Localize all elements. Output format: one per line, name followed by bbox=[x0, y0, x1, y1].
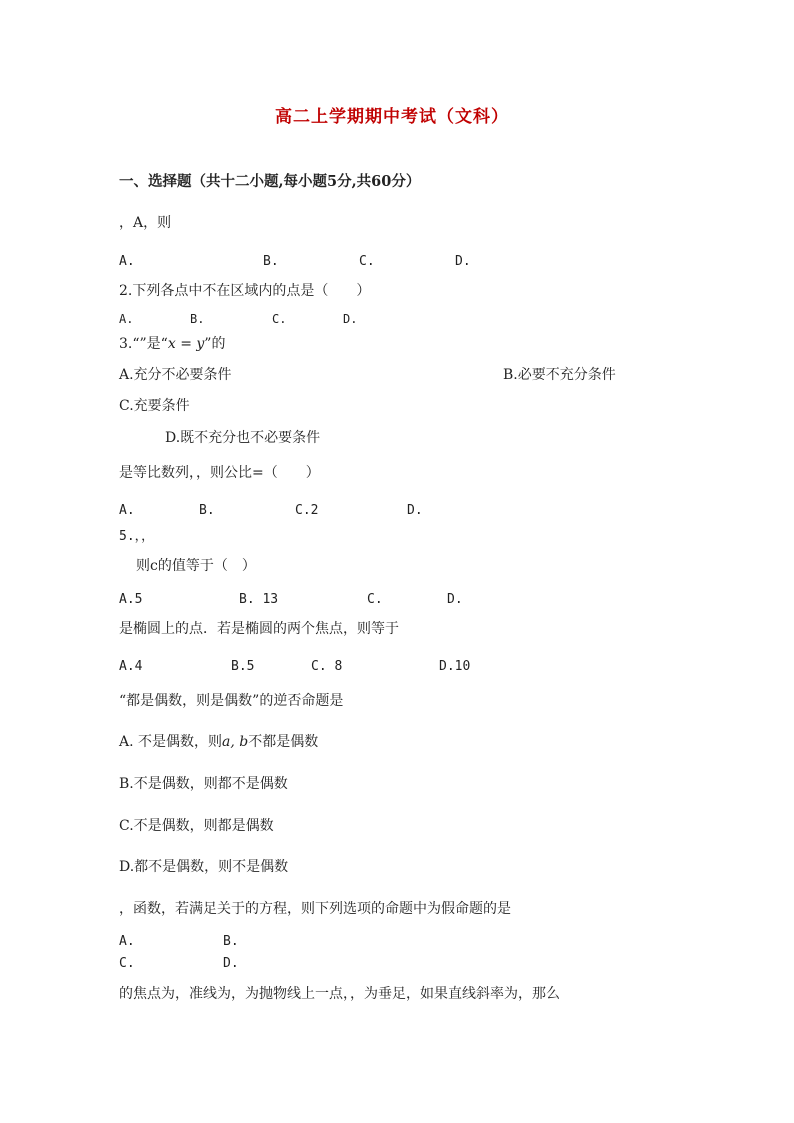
q8-option-c: C. bbox=[119, 956, 135, 971]
q1-option-c: C. bbox=[359, 254, 375, 269]
section-heading: 一、选择题（共十二小题,每小题5分,共60分） bbox=[119, 173, 421, 190]
q4-option-d: D. bbox=[407, 503, 423, 518]
q6-option-a: A.4 bbox=[119, 659, 143, 674]
q3-stem-prefix: 3.“”是“ bbox=[119, 336, 168, 352]
q2-option-b: B. bbox=[190, 312, 205, 326]
q6-option-d: D.10 bbox=[439, 659, 471, 674]
q3-option-c: C.充要条件 bbox=[119, 398, 190, 414]
q7-option-a-math: a, b bbox=[222, 734, 249, 750]
q3-option-b: B.必要不充分条件 bbox=[503, 367, 616, 383]
q1-option-a: A. bbox=[119, 254, 135, 269]
q3-stem-math: x = y bbox=[167, 336, 205, 352]
q7-option-a bbox=[119, 733, 318, 751]
q8-option-d: D. bbox=[223, 956, 239, 971]
question-7-stem: “都是偶数，则是偶数”的逆否命题是 bbox=[119, 693, 344, 709]
question-5-stem: 5.，， bbox=[119, 529, 155, 544]
q3-stem-suffix: ”的 bbox=[204, 336, 226, 352]
q7-option-a-suffix: 不都是偶数 bbox=[248, 734, 319, 750]
question-3-stem bbox=[119, 335, 225, 353]
q1-option-b: B. bbox=[263, 254, 279, 269]
q2-option-c: C. bbox=[272, 312, 287, 326]
q7-option-c: C.不是偶数，则都是偶数 bbox=[119, 818, 274, 834]
q2-option-a: A. bbox=[119, 312, 134, 326]
q2-option-d: D. bbox=[343, 312, 358, 326]
q5-option-a: A.5 bbox=[119, 592, 143, 607]
q4-option-a: A. bbox=[119, 503, 135, 518]
q7-option-b: B.不是偶数，则都不是偶数 bbox=[119, 776, 288, 792]
q4-option-c: C.2 bbox=[295, 503, 319, 518]
q7-option-d: D.都不是偶数，则不是偶数 bbox=[119, 859, 289, 875]
question-4-stem: 是等比数列，，则公比=（ ） bbox=[119, 465, 320, 481]
q4-option-b: B. bbox=[199, 503, 215, 518]
question-6-stem: 是椭圆上的点．若是椭圆的两个焦点，则等于 bbox=[119, 621, 399, 637]
question-5-stem-2: 则c的值等于（ ） bbox=[136, 558, 256, 574]
question-1-stem: ，A，则 bbox=[119, 215, 172, 231]
question-2-stem: 2.下列各点中不在区域内的点是（ ） bbox=[119, 283, 371, 299]
q8-option-a: A. bbox=[119, 934, 135, 949]
q6-option-c: C. 8 bbox=[311, 659, 343, 674]
question-8-stem: ，函数，若满足关于的方程，则下列选项的命题中为假命题的是 bbox=[119, 901, 511, 917]
page-title: 高二上学期期中考试（文科） bbox=[275, 107, 509, 127]
q5-option-d: D. bbox=[447, 592, 463, 607]
q3-option-a: A.充分不必要条件 bbox=[119, 367, 232, 383]
q5-option-c: C. bbox=[367, 592, 383, 607]
q6-option-b: B.5 bbox=[231, 659, 255, 674]
q5-option-b: B. 13 bbox=[239, 592, 279, 607]
question-9-stem: 的焦点为，准线为，为抛物线上一点，，为垂足，如果直线斜率为，那么 bbox=[119, 986, 560, 1002]
q7-option-a-prefix: A. 不是偶数，则 bbox=[119, 734, 223, 750]
q1-option-d: D. bbox=[455, 254, 471, 269]
q3-option-d: D.既不充分也不必要条件 bbox=[165, 430, 321, 446]
q8-option-b: B. bbox=[223, 934, 239, 949]
